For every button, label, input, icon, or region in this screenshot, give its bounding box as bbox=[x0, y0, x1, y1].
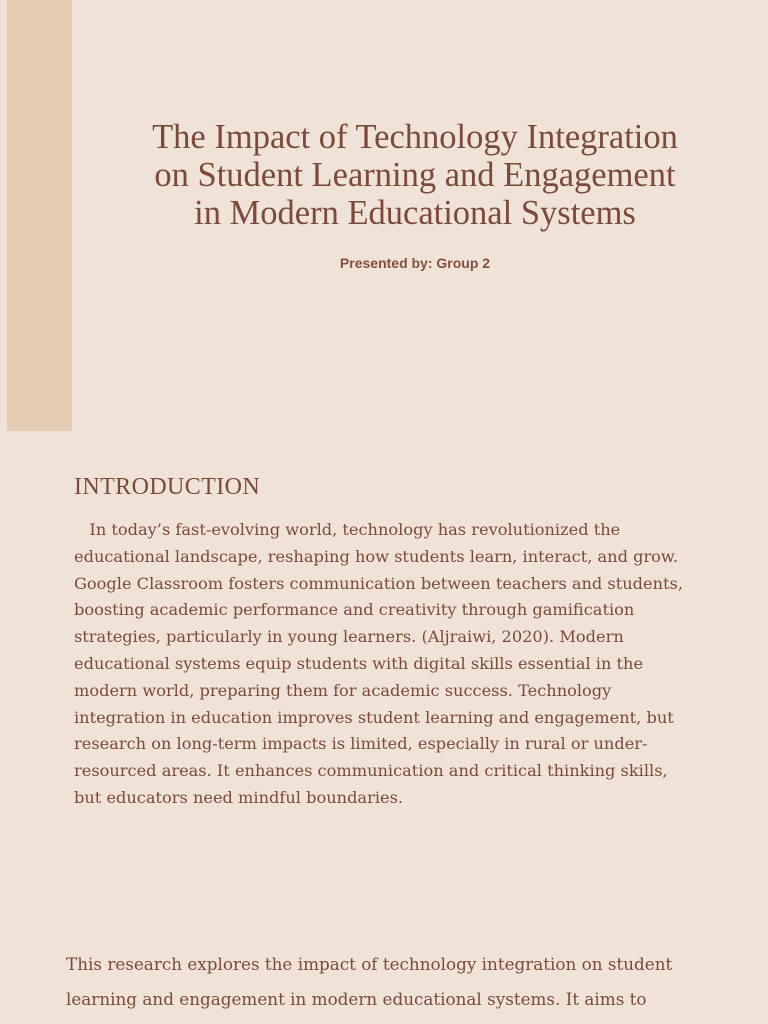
introduction-heading: INTRODUCTION bbox=[74, 474, 261, 500]
decorative-side-bar bbox=[7, 0, 72, 431]
document-title bbox=[85, 118, 745, 232]
paragraph-line: strategies, particularly in young learners. (Aljraiwi, 2020). Modern bbox=[74, 627, 624, 647]
paragraph-line: Google Classroom fosters communication between teachers and students, bbox=[74, 573, 683, 593]
paragraph-line: In today’s fast-evolving world, technology has revolutionized the bbox=[74, 520, 621, 539]
title-line: in Modern Educational Systems bbox=[194, 194, 636, 232]
paragraph-line: learning and engagement in modern educational systems. It aims to bbox=[66, 989, 647, 1009]
paragraph-line: educational systems equip students with digital skills essential in the bbox=[74, 653, 644, 673]
paragraph-line: but educators need mindful boundaries. bbox=[74, 787, 404, 807]
paragraph-line: research on long-term impacts is limited, especially in rural or under- bbox=[74, 734, 648, 754]
research-paragraph bbox=[66, 947, 726, 1017]
presenter-label: Presented by: Group 2 bbox=[339, 255, 491, 271]
introduction-paragraph bbox=[74, 517, 714, 812]
title-line: The Impact of Technology Integration bbox=[152, 118, 678, 156]
paragraph-line: integration in education improves student learning and engagement, but bbox=[74, 707, 674, 727]
paragraph-line: This research explores the impact of technology integration on student bbox=[66, 954, 673, 974]
paragraph-line: educational landscape, reshaping how students learn, interact, and grow. bbox=[74, 546, 679, 566]
paragraph-line: resourced areas. It enhances communication and critical thinking skills, bbox=[74, 761, 668, 781]
paragraph-line: boosting academic performance and creativity through gamification bbox=[74, 600, 635, 620]
title-line: on Student Learning and Engagement bbox=[154, 156, 676, 194]
paragraph-line: modern world, preparing them for academic success. Technology bbox=[74, 680, 612, 700]
